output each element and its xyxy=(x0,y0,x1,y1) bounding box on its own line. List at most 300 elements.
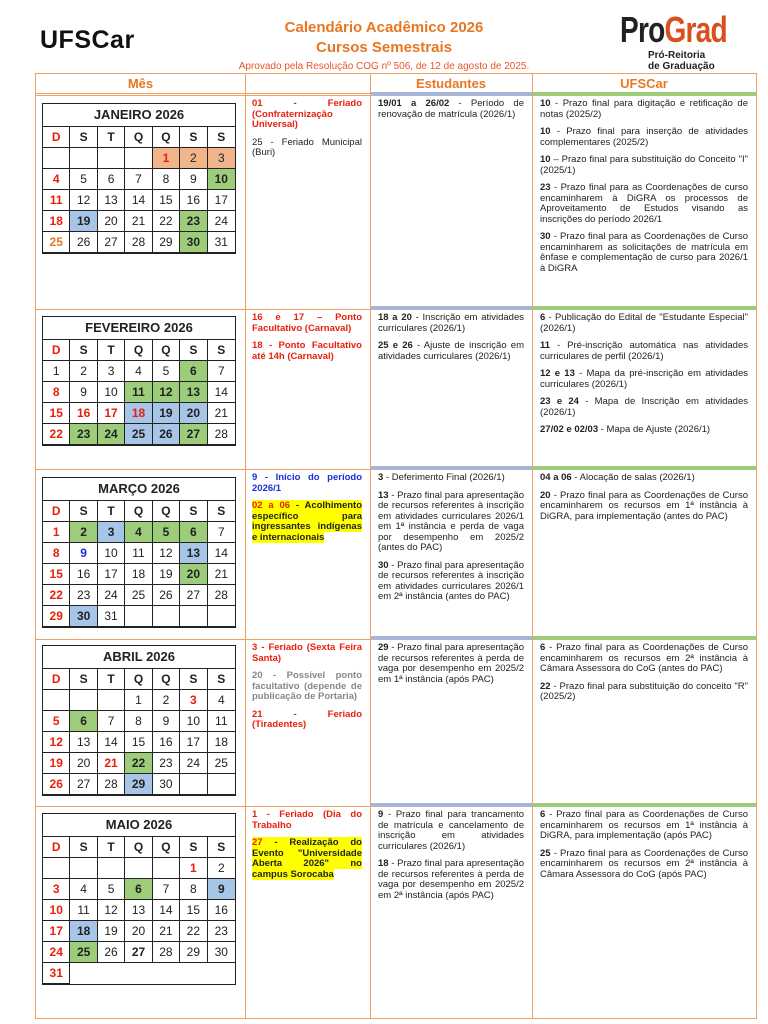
calendar-day: 31 xyxy=(208,232,235,253)
calendar-day xyxy=(153,963,180,984)
month-calendar xyxy=(42,477,236,628)
calendar-day: 19 xyxy=(43,753,70,774)
event-item: 16 e 17 – Ponto Facultativo (Carnaval) xyxy=(252,312,362,334)
calendar-day: 27 xyxy=(180,424,207,445)
calendar-day: 24 xyxy=(98,585,125,606)
calendar-day: 6 xyxy=(98,169,125,190)
calendar-day: 19 xyxy=(70,211,97,232)
weekday-header: S xyxy=(70,340,97,361)
estudantes-band xyxy=(371,803,532,807)
calendar-day: 16 xyxy=(153,732,180,753)
month-title: MARÇO 2026 xyxy=(43,478,235,501)
estudantes-date: 29 xyxy=(378,642,389,653)
estudantes-date: 19/01 a 26/02 xyxy=(378,98,450,109)
weekday-header: S xyxy=(70,501,97,522)
ufscar-item: 6 - Publicação do Edital de "Estudante Especial" (2026/1) xyxy=(540,312,748,334)
calendar-day: 15 xyxy=(125,732,152,753)
weekday-header: D xyxy=(43,669,70,690)
month-title: ABRIL 2026 xyxy=(43,646,235,669)
estudantes-item: 18 a 20 - Inscrição em atividades curriculares (2026/1) xyxy=(378,312,524,334)
calendar-day: 3 xyxy=(43,879,70,900)
calendar-day: 5 xyxy=(70,169,97,190)
calendar-day xyxy=(180,774,207,795)
estudantes-events xyxy=(378,810,524,908)
approval-note: Aprovado pela Resolução COG nº 506, de 12 de agosto de 2025. xyxy=(238,61,530,72)
calendar-day: 4 xyxy=(208,690,235,711)
ufscar-date: 23 xyxy=(540,182,551,193)
calendar-day: 29 xyxy=(43,606,70,627)
month-events xyxy=(252,99,362,166)
calendar-day: 5 xyxy=(43,711,70,732)
calendar-day: 2 xyxy=(70,522,97,543)
calendar-day xyxy=(70,148,97,169)
calendar-day: 17 xyxy=(98,564,125,585)
calendar-day: 7 xyxy=(153,879,180,900)
calendar-day: 20 xyxy=(125,921,152,942)
weekday-header: Q xyxy=(153,501,180,522)
calendar-day: 9 xyxy=(180,169,207,190)
estudantes-item: 9 - Prazo final para trancamento de matrícula e cancelamento de inscrição em atividades curriculares (2026/1) xyxy=(378,809,524,852)
ufscar-logo: UFSCar xyxy=(40,26,135,54)
calendar-day: 31 xyxy=(43,963,70,984)
calendar-day xyxy=(98,963,125,984)
calendar-day: 23 xyxy=(208,921,235,942)
header-center xyxy=(200,18,568,74)
calendar-day: 19 xyxy=(98,921,125,942)
ufscar-band xyxy=(533,466,756,470)
calendar-day: 11 xyxy=(208,711,235,732)
calendar-day: 22 xyxy=(43,585,70,606)
divider xyxy=(532,74,533,1018)
calendar-day: 4 xyxy=(43,169,70,190)
calendar-day: 22 xyxy=(180,921,207,942)
calendar-day: 25 xyxy=(125,424,152,445)
ufscar-date: 12 e 13 xyxy=(540,368,575,379)
estudantes-events xyxy=(378,99,524,127)
ufscar-band xyxy=(533,92,756,96)
calendar-day: 16 xyxy=(180,190,207,211)
calendar-day xyxy=(180,606,207,627)
estudantes-date: 18 xyxy=(378,858,389,869)
calendar-day: 18 xyxy=(43,211,70,232)
estudantes-date: 13 xyxy=(378,489,389,501)
calendar-day: 14 xyxy=(153,900,180,921)
calendar-day: 6 xyxy=(180,522,207,543)
calendar-day: 26 xyxy=(153,585,180,606)
page-subtitle: Cursos Semestrais xyxy=(316,39,452,56)
calendar-day: 18 xyxy=(125,564,152,585)
calendar-day: 15 xyxy=(43,564,70,585)
calendar-grid xyxy=(43,340,235,445)
calendar-day: 28 xyxy=(153,942,180,963)
event-item: 9 - Início do período 2026/1 xyxy=(252,472,362,494)
calendar-day: 29 xyxy=(180,942,207,963)
calendar-day: 27 xyxy=(180,585,207,606)
calendar-day: 11 xyxy=(70,900,97,921)
calendar-day: 7 xyxy=(208,361,235,382)
month-calendar xyxy=(42,316,236,446)
calendar-day: 10 xyxy=(208,169,235,190)
calendar-day: 10 xyxy=(98,543,125,564)
calendar-grid xyxy=(43,501,235,627)
ufscar-date: 23 e 24 xyxy=(540,396,579,407)
ufscar-events xyxy=(540,99,748,281)
calendar-day: 27 xyxy=(125,942,152,963)
calendar-day: 21 xyxy=(153,921,180,942)
ufscar-date: 27/02 e 02/03 xyxy=(540,424,599,435)
calendar-day: 2 xyxy=(180,148,207,169)
prograd-tag-1: Pró-Reitoria xyxy=(648,50,706,61)
calendar-day xyxy=(153,858,180,879)
calendar-day: 21 xyxy=(98,753,125,774)
event-item: 18 - Ponto Facultativo até 14h (Carnaval) xyxy=(252,340,362,362)
ufscar-item: 23 - Prazo final para as Coordenações de curso encaminharem à DiGRA os processos de Aproveitamento de Estudos visando as inscrições do período 2026/1 xyxy=(540,182,748,225)
weekday-header: S xyxy=(208,340,235,361)
estudantes-date: 25 e 26 xyxy=(378,340,413,351)
weekday-header: D xyxy=(43,837,70,858)
prograd-logo xyxy=(620,9,738,72)
weekday-header: Q xyxy=(125,501,152,522)
calendar-day: 24 xyxy=(98,424,125,445)
column-header-ufscar: UFSCar xyxy=(620,76,668,91)
weekday-header: D xyxy=(43,501,70,522)
ufscar-date: 04 a 06 xyxy=(540,472,572,483)
event-item: 1 - Feriado (Dia do Trabalho xyxy=(252,809,362,831)
calendar-day: 7 xyxy=(98,711,125,732)
month-events xyxy=(252,810,362,887)
ufscar-date: 6 xyxy=(540,809,546,820)
calendar-day: 28 xyxy=(125,232,152,253)
calendar-day: 29 xyxy=(125,774,152,795)
calendar-day: 15 xyxy=(43,403,70,424)
calendar-day: 27 xyxy=(98,232,125,253)
calendar-day: 14 xyxy=(208,543,235,564)
calendar-day: 2 xyxy=(70,361,97,382)
ufscar-item: 10 – Prazo final para substituição do Conceito "I" (2025/1) xyxy=(540,154,748,176)
calendar-day: 30 xyxy=(70,606,97,627)
ufscar-item: 23 e 24 - Mapa de Inscrição em atividades (2026/1) xyxy=(540,396,748,418)
ufscar-item: 20 - Prazo final para as Coordenações de Curso encaminharem os recursos em 1ª instância à DiGRA, para implementação (antes do PAC) xyxy=(540,489,748,522)
estudantes-date: 3 xyxy=(378,472,384,483)
estudantes-item: 13 - Prazo final para apresentação de recursos referentes à inscrição em atividades curriculares 2026/1 em 1ª instância e perda de vaga por desempenho em 2025/2 (antes do PAC) xyxy=(378,489,524,553)
calendar-day: 11 xyxy=(43,190,70,211)
ufscar-events xyxy=(540,473,748,529)
calendar-day: 25 xyxy=(208,753,235,774)
weekday-header: S xyxy=(208,669,235,690)
calendar-day: 6 xyxy=(180,361,207,382)
calendar-day: 26 xyxy=(153,424,180,445)
weekday-header: S xyxy=(208,837,235,858)
calendar-day xyxy=(208,606,235,627)
estudantes-item: 18 - Prazo final para apresentação de recursos referentes à perda de vaga por desempenho em 2025/2 em 2ª instância (após PAC) xyxy=(378,858,524,901)
calendar-day: 19 xyxy=(153,403,180,424)
calendar-day: 17 xyxy=(180,732,207,753)
calendar-day: 23 xyxy=(153,753,180,774)
weekday-header: T xyxy=(98,669,125,690)
weekday-header: S xyxy=(70,669,97,690)
month-events xyxy=(252,313,362,369)
calendar-day: 15 xyxy=(180,900,207,921)
calendar-day: 13 xyxy=(98,190,125,211)
ufscar-events xyxy=(540,810,748,887)
calendar-day: 1 xyxy=(153,148,180,169)
calendar-day xyxy=(153,606,180,627)
calendar-day: 10 xyxy=(43,900,70,921)
ufscar-item: 27/02 e 02/03 - Mapa de Ajuste (2026/1) xyxy=(540,424,711,435)
weekday-header: S xyxy=(180,837,207,858)
calendar-day: 20 xyxy=(180,564,207,585)
month-calendar xyxy=(42,645,236,796)
ufscar-events xyxy=(540,643,748,710)
divider xyxy=(370,74,371,1018)
calendar-day: 6 xyxy=(125,879,152,900)
estudantes-date: 9 xyxy=(378,809,384,820)
ufscar-band xyxy=(533,636,756,640)
month-calendar xyxy=(42,813,236,985)
ufscar-date: 6 xyxy=(540,642,546,653)
calendar-day: 12 xyxy=(98,900,125,921)
calendar-day: 13 xyxy=(70,732,97,753)
ufscar-item: 6 - Prazo final para as Coordenações de Curso encaminharem os recursos em 2ª instância à Câmara Assessora do CoG (antes do PAC) xyxy=(540,642,748,674)
calendar-day: 25 xyxy=(43,232,70,253)
calendar-day: 20 xyxy=(180,403,207,424)
weekday-header: Q xyxy=(153,127,180,148)
calendar-day: 30 xyxy=(153,774,180,795)
calendar-day: 3 xyxy=(180,690,207,711)
calendar-day: 28 xyxy=(208,585,235,606)
calendar-day: 1 xyxy=(43,522,70,543)
calendar-day: 25 xyxy=(125,585,152,606)
calendar-day xyxy=(70,858,97,879)
calendar-day: 4 xyxy=(125,361,152,382)
month-events xyxy=(252,473,362,550)
weekday-header: S xyxy=(180,669,207,690)
event-highlight: 02 a 06 - Acolhimento específico para ingressantes indígenas e internacionais xyxy=(252,500,363,543)
weekday-header: T xyxy=(98,127,125,148)
calendar-day: 17 xyxy=(208,190,235,211)
calendar-day: 23 xyxy=(180,211,207,232)
calendar-day: 31 xyxy=(98,606,125,627)
weekday-header: Q xyxy=(125,669,152,690)
page-title: Calendário Acadêmico 2026 xyxy=(284,19,484,36)
calendar-day: 1 xyxy=(125,690,152,711)
calendar-day: 7 xyxy=(125,169,152,190)
column-header-mes: Mês xyxy=(127,76,154,91)
event-item xyxy=(252,501,362,543)
calendar-day: 2 xyxy=(208,858,235,879)
weekday-header: Q xyxy=(153,837,180,858)
prograd-logo-pro: Pro xyxy=(620,9,665,50)
calendar-day: 9 xyxy=(153,711,180,732)
calendar-day: 21 xyxy=(208,564,235,585)
calendar-day: 9 xyxy=(70,543,97,564)
calendar-day: 21 xyxy=(125,211,152,232)
calendar-day xyxy=(43,148,70,169)
month-title: JANEIRO 2026 xyxy=(43,104,235,127)
calendar-day: 22 xyxy=(153,211,180,232)
calendar-day: 11 xyxy=(125,543,152,564)
calendar-day xyxy=(125,606,152,627)
event-highlight: 27 - Realização do Evento "Universidade Aberta 2026" no campus Sorocaba xyxy=(252,837,362,880)
prograd-tag-2: de Graduação xyxy=(648,61,715,72)
ufscar-item: 25 - Prazo final para as Coordenações de Curso encaminharem os recursos em 2ª instância à Câmara Assessora do CoG (após PAC) xyxy=(540,847,748,880)
calendar-day xyxy=(125,148,152,169)
estudantes-band xyxy=(371,636,532,640)
calendar-day: 16 xyxy=(208,900,235,921)
calendar-day: 9 xyxy=(70,382,97,403)
ufscar-date: 6 xyxy=(540,312,546,323)
event-item: 01 - Feriado (Confraternização Universal) xyxy=(252,98,362,130)
ufscar-band xyxy=(533,306,756,310)
ufscar-date: 22 xyxy=(540,680,551,692)
calendar-day: 24 xyxy=(43,942,70,963)
weekday-header: S xyxy=(180,340,207,361)
calendar-day: 17 xyxy=(43,921,70,942)
calendar-day: 16 xyxy=(70,564,97,585)
calendar-day xyxy=(208,963,235,984)
calendar-day xyxy=(125,963,152,984)
calendar-day: 5 xyxy=(153,361,180,382)
weekday-header: Q xyxy=(125,837,152,858)
estudantes-band xyxy=(371,92,532,96)
weekday-header: S xyxy=(180,127,207,148)
calendar-day: 26 xyxy=(98,942,125,963)
ufscar-events xyxy=(540,313,748,443)
calendar-day: 3 xyxy=(98,522,125,543)
calendar-day: 18 xyxy=(125,403,152,424)
estudantes-item: 30 - Prazo final para apresentação de recursos referentes à inscrição em atividades curriculares 2026/1 em 2ª instância (antes do PAC) xyxy=(378,559,524,602)
estudantes-item: 19/01 a 26/02 - Período de renovação de matrícula (2026/1) xyxy=(378,98,524,120)
weekday-header: D xyxy=(43,340,70,361)
calendar-day xyxy=(43,858,70,879)
calendar-day: 18 xyxy=(208,732,235,753)
estudantes-events xyxy=(378,643,524,692)
ufscar-date: 25 xyxy=(540,847,551,859)
calendar-day: 19 xyxy=(153,564,180,585)
calendar-day xyxy=(43,690,70,711)
weekday-header: Q xyxy=(125,127,152,148)
month-title: FEVEREIRO 2026 xyxy=(43,317,235,340)
ufscar-date: 20 xyxy=(540,489,551,501)
calendar-day xyxy=(98,858,125,879)
event-item: 25 - Feriado Municipal (Buri) xyxy=(252,136,362,158)
ufscar-date: 11 xyxy=(540,340,551,351)
divider xyxy=(245,74,246,1018)
weekday-header: S xyxy=(70,127,97,148)
calendar-day: 12 xyxy=(70,190,97,211)
event-item: 21 - Feriado (Tiradentes) xyxy=(252,708,362,730)
ufscar-band xyxy=(533,803,756,807)
estudantes-item: 29 - Prazo final para apresentação de recursos referentes à perda de vaga por desempenho em 2025/2 em 1ª instância (após PAC) xyxy=(378,642,524,685)
calendar-day: 8 xyxy=(153,169,180,190)
calendar-day: 22 xyxy=(125,753,152,774)
estudantes-events xyxy=(378,313,524,369)
calendar-day xyxy=(208,774,235,795)
calendar-day xyxy=(180,963,207,984)
calendar-day: 16 xyxy=(70,403,97,424)
calendar-day: 9 xyxy=(208,879,235,900)
calendar-day: 8 xyxy=(180,879,207,900)
column-header-estudantes: Estudantes xyxy=(415,76,487,91)
calendar-day: 29 xyxy=(153,232,180,253)
weekday-header: T xyxy=(98,501,125,522)
event-item xyxy=(252,838,362,880)
calendar-day: 12 xyxy=(153,543,180,564)
ufscar-item: 04 a 06 - Alocação de salas (2026/1) xyxy=(540,472,695,483)
prograd-logo-grad: Grad xyxy=(664,9,727,50)
calendar-day: 2 xyxy=(153,690,180,711)
calendar-day: 10 xyxy=(180,711,207,732)
estudantes-band xyxy=(371,466,532,470)
ufscar-item: 10 - Prazo final para inserção de atividades complementares (2025/2) xyxy=(540,126,748,148)
estudantes-item: 25 e 26 - Ajuste de inscrição em atividades curriculares (2026/1) xyxy=(378,340,524,362)
weekday-header: Q xyxy=(153,340,180,361)
calendar-day: 3 xyxy=(98,361,125,382)
calendar-day: 23 xyxy=(70,585,97,606)
calendar-day xyxy=(70,690,97,711)
calendar-day: 4 xyxy=(125,522,152,543)
calendar-day: 30 xyxy=(208,942,235,963)
calendar-day: 28 xyxy=(208,424,235,445)
calendar-day: 13 xyxy=(180,382,207,403)
ufscar-item: 11 - Pré-inscrição automática nas atividades curriculares de perfil (2026/1) xyxy=(540,340,748,362)
weekday-header: D xyxy=(43,127,70,148)
calendar-day: 18 xyxy=(70,921,97,942)
calendar-grid xyxy=(43,669,235,795)
calendar-day: 8 xyxy=(43,382,70,403)
calendar-day: 22 xyxy=(43,424,70,445)
calendar-day: 20 xyxy=(70,753,97,774)
event-item: 20 - Possível ponto facultativo (depende de publicação de Portaria) xyxy=(252,670,362,702)
ufscar-date: 10 xyxy=(540,154,551,165)
calendar-day: 3 xyxy=(208,148,235,169)
estudantes-item: 3 - Deferimento Final (2026/1) xyxy=(378,472,505,483)
calendar-day: 1 xyxy=(43,361,70,382)
calendar-day: 8 xyxy=(43,543,70,564)
calendar-day: 5 xyxy=(153,522,180,543)
weekday-header: S xyxy=(208,501,235,522)
calendar-grid xyxy=(43,127,235,253)
calendar-day: 14 xyxy=(98,732,125,753)
event-date: 27 xyxy=(252,837,263,848)
calendar-day xyxy=(125,858,152,879)
ufscar-date: 10 xyxy=(540,126,551,137)
ufscar-date: 30 xyxy=(540,231,551,242)
calendar-day: 26 xyxy=(43,774,70,795)
calendar-day: 14 xyxy=(208,382,235,403)
calendar-day: 5 xyxy=(98,879,125,900)
calendar-day: 26 xyxy=(70,232,97,253)
calendar-day: 4 xyxy=(70,879,97,900)
calendar-day: 12 xyxy=(153,382,180,403)
calendar-day: 11 xyxy=(125,382,152,403)
ufscar-item: 22 - Prazo final para substituição do conceito "R" (2025/2) xyxy=(540,680,748,702)
calendar-day: 14 xyxy=(125,190,152,211)
ufscar-item: 10 - Prazo final para digitação e retificação de notas (2025/2) xyxy=(540,98,748,120)
calendar-day: 15 xyxy=(153,190,180,211)
calendar-grid xyxy=(43,837,235,984)
calendar-day: 20 xyxy=(98,211,125,232)
weekday-header: S xyxy=(180,501,207,522)
calendar-day: 1 xyxy=(180,858,207,879)
event-date: 02 a 06 xyxy=(252,500,291,511)
calendar-day: 27 xyxy=(70,774,97,795)
ufscar-item: 6 - Prazo final para as Coordenações de Curso encaminharem os recursos em 1ª instância à DiGRA, para implementação (após PAC) xyxy=(540,809,748,841)
calendar-day: 13 xyxy=(125,900,152,921)
calendar-day: 10 xyxy=(98,382,125,403)
weekday-header: Q xyxy=(125,340,152,361)
weekday-header: S xyxy=(70,837,97,858)
